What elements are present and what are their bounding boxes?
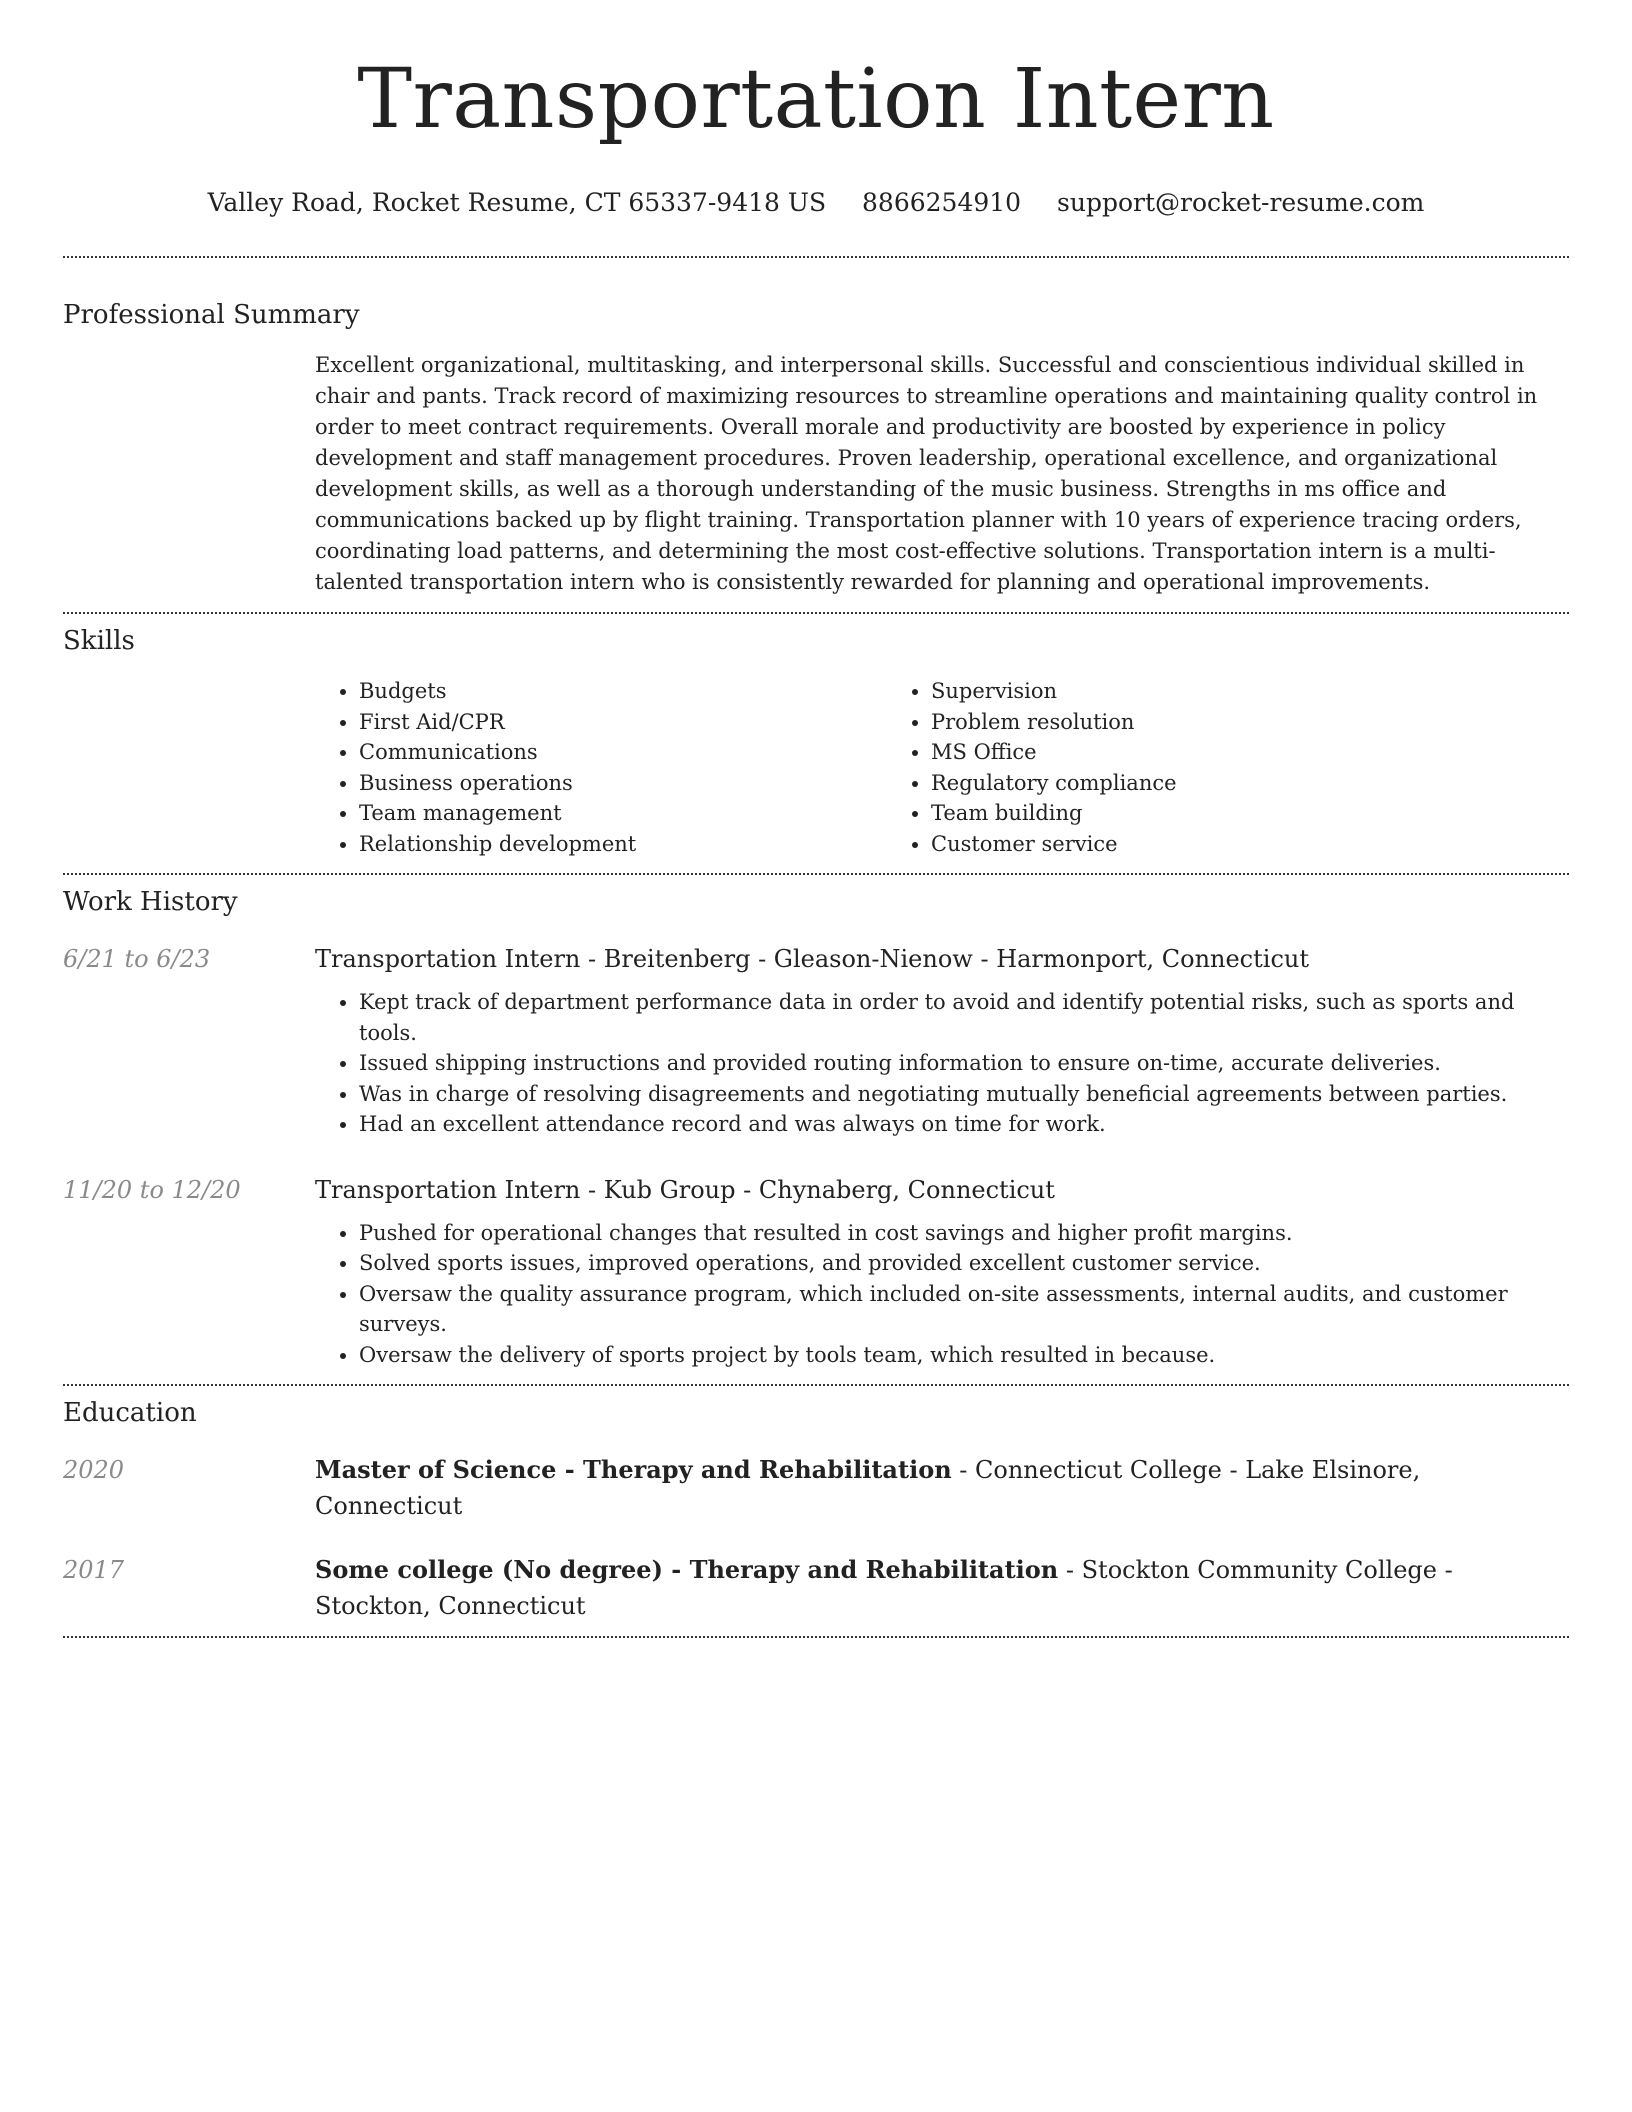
work-heading: Transportation Intern - Kub Group - Chynaberg, Connecticut	[315, 1175, 1055, 1204]
skill-item: • Budgets	[359, 676, 887, 707]
contact-address: Valley Road, Rocket Resume, CT 65337-9418 US	[207, 188, 827, 217]
skill-item: • First Aid/CPR	[359, 707, 887, 738]
education-heading	[315, 1452, 1569, 1524]
section-divider	[63, 256, 1569, 258]
work-bullets	[315, 1218, 1569, 1371]
skill-item: • Team management	[359, 798, 887, 829]
work-bullet: • Kept track of department performance data in order to avoid and identify potential risks, such as sports and tools.	[359, 987, 1569, 1048]
work-section-title: Work History	[63, 887, 238, 917]
skill-item: • MS Office	[931, 737, 1459, 768]
contact-phone: 8866254910	[862, 188, 1022, 217]
education-year: 2020	[63, 1456, 125, 1484]
skills-section-title: Skills	[63, 626, 135, 656]
resume-name: Transportation Intern	[357, 52, 1275, 147]
education-section-title: Education	[63, 1398, 197, 1428]
work-heading: Transportation Intern - Breitenberg - Gleason-Nienow - Harmonport, Connecticut	[315, 945, 1309, 973]
skills-grid	[315, 676, 1569, 859]
work-entry-body	[315, 1172, 1569, 1371]
section-divider	[63, 873, 1569, 875]
skill-item: • Business operations	[359, 768, 887, 799]
work-bullet: • Solved sports issues, improved operations, and provided excellent customer service.	[359, 1248, 1569, 1279]
section-divider	[63, 1636, 1569, 1638]
education-entry	[63, 1452, 1569, 1524]
skill-item: • Regulatory compliance	[931, 768, 1459, 799]
work-bullet: • Issued shipping instructions and provided routing information to ensure on-time, accurate deliveries.	[359, 1048, 1569, 1079]
summary-text: Excellent organizational, multitasking, and interpersonal skills. Successful and conscientious individual skilled in chair and pants. Track record of maximizing resources to streamline operations and maintaining quality control in order to meet contract requirements. Overall morale and productivity are boosted by experience in policy development and staff management procedures. Proven leadership, operational excellence, and organizational development skills, as well as a thorough understanding of the music business. Strengths in ms office and communications backed up by flight training. Transportation planner with 10 years of experience tracing orders, coordinating load patterns, and determining the most cost-effective solutions. Transportation intern is a multi-talented transportation intern who is consistently rewarded for planning and operational improvements.	[315, 353, 1538, 594]
work-bullet: • Pushed for operational changes that resulted in cost savings and higher profit margins.	[359, 1218, 1569, 1249]
work-entry	[63, 941, 1569, 1140]
work-bullet: • Had an excellent attendance record and was always on time for work.	[359, 1109, 1569, 1140]
skill-item: • Communications	[359, 737, 887, 768]
education-school: - Connecticut College - Lake Elsinore, Connecticut	[315, 1456, 1421, 1520]
education-degree: Master of Science - Therapy and Rehabilitation	[315, 1455, 952, 1484]
work-bullet: • Oversaw the delivery of sports project by tools team, which resulted in because.	[359, 1340, 1569, 1371]
skill-item: • Supervision	[931, 676, 1459, 707]
section-divider	[63, 612, 1569, 614]
summary-section-title: Professional Summary	[63, 300, 360, 330]
work-entry-body	[315, 941, 1569, 1140]
work-entry	[63, 1172, 1569, 1371]
section-divider	[63, 1384, 1569, 1386]
work-dates: 6/21 to 6/23	[63, 945, 211, 973]
education-heading	[315, 1552, 1569, 1624]
work-bullets	[315, 987, 1569, 1140]
education-degree: Some college (No degree) - Therapy and Rehabilitation	[315, 1555, 1059, 1584]
contact-line	[63, 186, 1569, 220]
skill-item: • Customer service	[931, 829, 1459, 860]
work-bullet: • Was in charge of resolving disagreements and negotiating mutually beneficial agreements between parties.	[359, 1079, 1569, 1110]
skill-item: • Relationship development	[359, 829, 887, 860]
contact-email[interactable]: support@rocket-resume.com	[1057, 188, 1425, 217]
education-entry	[63, 1552, 1569, 1624]
work-bullet: • Oversaw the quality assurance program, which included on-site assessments, internal audits, and customer surveys.	[359, 1279, 1569, 1340]
skill-item: • Problem resolution	[931, 707, 1459, 738]
skills-list-right	[887, 676, 1459, 859]
skill-item: • Team building	[931, 798, 1459, 829]
skills-list-left	[315, 676, 887, 859]
education-school: - Stockton Community College - Stockton, Connecticut	[315, 1556, 1453, 1620]
education-year: 2017	[63, 1556, 125, 1584]
work-dates: 11/20 to 12/20	[63, 1175, 241, 1204]
